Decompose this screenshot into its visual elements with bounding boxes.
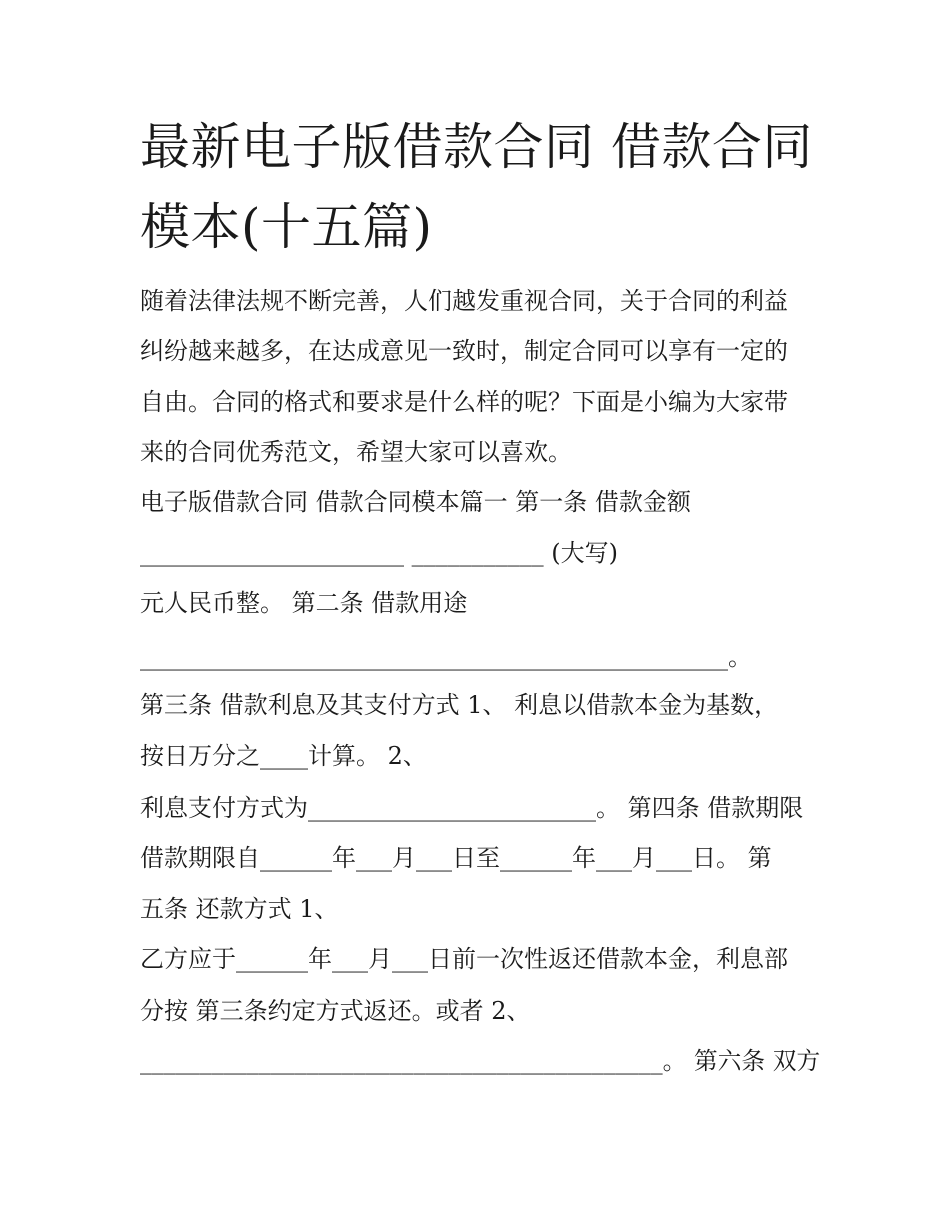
body-line: 元人民币整。 第二条 借款用途 (140, 589, 468, 617)
body-line: 随着法律法规不断完善，人们越发重视合同，关于合同的利益 (140, 287, 788, 315)
body-line: 纠纷越来越多，在达成意见一致时，制定合同可以享有一定的 (140, 337, 788, 365)
body-line: 利息支付方式为________________________。 第四条 借款期限 (140, 794, 804, 822)
body-line: 来的合同优秀范文，希望大家可以喜欢。 (140, 438, 572, 466)
document-title-line-1: 最新电子版借款合同 借款合同 (140, 118, 813, 176)
body-line: 电子版借款合同 借款合同模本篇一 第一条 借款金额 (140, 488, 691, 516)
body-line: 借款期限自______年___月___日至______年___月___日。 第 (140, 844, 772, 872)
body-line: 按日万分之____计算。 2、 (140, 742, 427, 770)
body-line: 五条 还款方式 1、 (140, 895, 339, 923)
body-line: 乙方应于______年___月___日前一次性返还借款本金，利息部 (140, 945, 788, 973)
body-line: 第三条 借款利息及其支付方式 1、 利息以借款本金为基数， (140, 691, 779, 719)
body-line: ____________________________________________。 第六条 双方 (140, 1047, 821, 1075)
document-title-line-2: 模本(十五篇) (140, 198, 433, 256)
body-line: _________________________________________________。 (140, 643, 752, 671)
body-line: ______________________ ___________ (大写) (140, 539, 618, 567)
body-line: 分按 第三条约定方式返还。或者 2、 (140, 997, 531, 1025)
body-line: 自由。合同的格式和要求是什么样的呢？下面是小编为大家带 (140, 388, 788, 416)
